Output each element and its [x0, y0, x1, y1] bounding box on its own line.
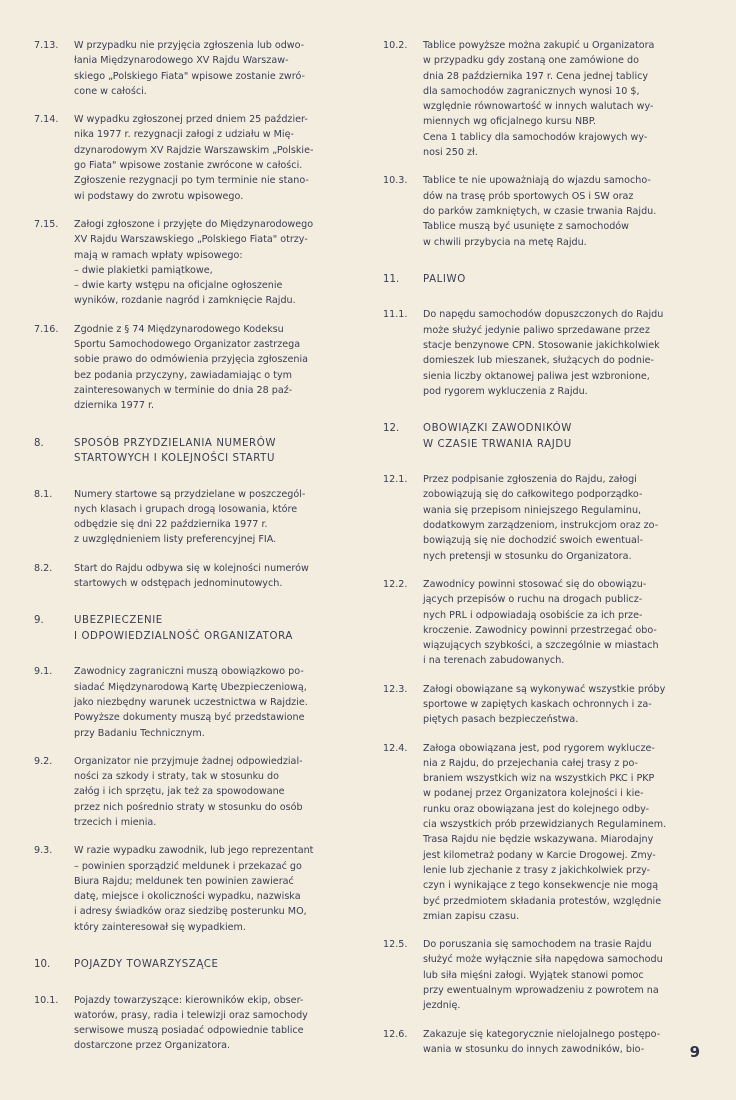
paragraph-item — [34, 993, 346, 1054]
paragraph-item — [383, 307, 699, 399]
section-title: UBEZPIECZENIE I ODPOWIEDZIALNOŚĆ ORGANIZATORA — [74, 615, 293, 642]
item-number: 12.3. — [383, 683, 408, 695]
item-text: Organizator nie przyjmuje żadnej odpowiedzial- ności za szkody i straty, tak w stosunku do załóg i ich sprzętu, jak też za spowodowane przez nich pośrednio straty w stosunku do osób trzecich i mienia. — [74, 755, 303, 828]
section-number: 12. — [383, 423, 400, 435]
item-number: 11.1. — [383, 309, 408, 321]
paragraph-item — [34, 843, 346, 935]
item-text: Do napędu samochodów dopuszczonych do Rajdu może służyć jedynie paliwo sprzedawane przez stacje benzynowe CPN. Stosowanie jakichkolwiek domieszek lub mieszanek, służących do podnie- sienia liczby oktanowej paliwa jest wzbronione, pod rygorem wykluczenia z Rajdu. — [423, 309, 664, 397]
section-number: 8. — [34, 437, 44, 449]
item-text: Pojazdy towarzyszące: kierowników ekip, obser- watorów, prasy, radia i telewizji oraz samochody serwisowe muszą posiadać odpowiednie tablice dostarczone przez Organizatora. — [74, 994, 308, 1052]
section-heading — [34, 957, 346, 973]
section-title: PALIWO — [423, 273, 466, 285]
item-number: 12.4. — [383, 742, 408, 754]
item-text: Tablice te nie upoważniają do wjazdu samocho- dów na trasę prób sportowych OS i SW oraz do parków zamkniętych, w czasie trwania Rajdu. Tablice muszą być usunięte z samochodów w chwili przybycia na metę Rajdu. — [423, 175, 657, 248]
section-title: POJAZDY TOWARZYSZĄCE — [74, 959, 219, 971]
item-text: W razie wypadku zawodnik, lub jego reprezentant – powinien sporządzić meldunek i przekazać go Biura Rajdu; meldunek ten powinien zawierać datę, miejsce i okoliczności wypadku, nazwiska i adresy świadków oraz siedzibę posterunku MO, który zainteresował się wypadkiem. — [74, 845, 314, 933]
section-number: 11. — [383, 273, 400, 285]
item-text: Do poruszania się samochodem na trasie Rajdu służyć może wyłącznie siła napędowa samochodu lub siła mięśni załogi. Wyjątek stanowi pomoc przy ewentualnym wprowadzeniu z powrotem na jezdnię. — [423, 939, 663, 1012]
item-text: Zakazuje się kategorycznie nielojalnego postępo- wania w stosunku do innych zawodników, bio- — [423, 1028, 661, 1055]
item-number: 10.3. — [383, 175, 408, 187]
paragraph-item — [34, 664, 346, 740]
section-number: 10. — [34, 959, 51, 971]
item-text: Zgodnie z § 74 Międzynarodowego Kodeksu Sportu Samochodowego Organizator zastrzega sobie prawo do odmówienia przyjęcia zgłoszenia bez podania przyczyny, zawiadamiając o tym zainteresowanych w terminie do dnia 28 paź- dziernika 1977 r. — [74, 323, 308, 412]
item-number: 7.13. — [34, 40, 59, 51]
paragraph-item — [34, 112, 346, 204]
paragraph-item — [383, 38, 699, 160]
item-number: 12.6. — [383, 1028, 408, 1040]
item-text: Numery startowe są przydzielane w poszczegól- nych klasach i grupach drogą losowania, które odbędzie się dni 22 października 1977 r. z uwzględnieniem listy preferencyjnej FIA. — [74, 488, 306, 546]
paragraph-item — [383, 173, 699, 249]
paragraph-item — [34, 561, 346, 592]
item-number: 9.1. — [34, 666, 53, 678]
item-number: 10.1. — [34, 994, 59, 1006]
paragraph-item — [383, 937, 699, 1013]
item-text: Zawodnicy powinni stosować się do obowiązu- jących przepisów o ruchu na drogach publicz- nych PRL i odpowiadają osobiście za ich prze- kroczenie. Zawodnicy powinni przestrzegać obo- wiązujących szybkości, a szczególnie w miastach i na terenach zabudowanych. — [423, 578, 659, 667]
paragraph-item — [34, 487, 346, 548]
section-heading — [383, 421, 699, 452]
item-number: 12.5. — [383, 939, 408, 951]
paragraph-item — [34, 322, 346, 414]
item-text: Załoga obowiązana jest, pod rygorem wyklucze- nia z Rajdu, do przejechania całej trasy z po- braniem wszystkich wiz na wszystkich PKC i PKP w podanej przez Organizatora kolejności i kie- runku oraz obowiązana jest do kolejnego odby- cia wszystkich prób przewidzianych Regulaminem. Trasa Rajdu nie będzie wskazywana. Miarodajny jest kilometraż podany w Karcie Drogowej. Zmy- lenie lub zjechanie z trasy z jakichkolwiek przy- czyn i wynikające z tego konsekwencje nie mogą być przedmiotem składania protestów, względnie zmian zapisu czasu. — [423, 742, 667, 922]
item-number: 12.2. — [383, 578, 408, 590]
section-heading — [34, 436, 346, 467]
section-title: SPOSÓB PRZYDZIELANIA NUMERÓW STARTOWYCH I KOLEJNOŚCI STARTU — [74, 437, 277, 465]
item-text: W przypadku nie przyjęcia zgłoszenia lub odwo- łania Międzynarodowego XV Rajdu Warszaw- skiego „Polskiego Fiata" wpisowe zostanie zwró- cone w całości. — [74, 40, 305, 97]
item-number: 7.16. — [34, 323, 59, 335]
item-text: Załogi zgłoszone i przyjęte do Międzynarodowego XV Rajdu Warszawskiego „Polskiego Fiata" otrzy- mają w ramach wpłaty wpisowego: – dwie plakietki pamiątkowe, – dwie karty wstępu na oficjalne ogłoszenie wyników, rozdanie nagród i zamknięcie Rajdu. — [74, 218, 314, 307]
item-number: 9.2. — [34, 755, 53, 767]
paragraph-item — [383, 682, 699, 728]
item-number: 12.1. — [383, 474, 408, 486]
item-text: Zawodnicy zagraniczni muszą obowiązkowo po- siadać Międzynarodową Kartę Ubezpieczeniową, jako niezbędny warunek uczestnictwa w Rajdzie. Powyższe dokumenty muszą być przedstawione przy Badaniu Technicznym. — [74, 666, 308, 739]
paragraph-item — [34, 38, 346, 99]
paragraph-item — [34, 217, 346, 309]
section-number: 9. — [34, 615, 44, 627]
paragraph-item — [383, 1027, 699, 1058]
right-column — [383, 38, 699, 1070]
item-text: Start do Rajdu odbywa się w kolejności numerów startowych w odstępach jednominutowych. — [74, 562, 309, 590]
paragraph-item — [383, 741, 699, 925]
item-number: 8.2. — [34, 562, 53, 574]
paragraph-item — [34, 754, 346, 830]
item-number: 8.1. — [34, 488, 53, 500]
item-number: 7.14. — [34, 114, 59, 126]
paragraph-item — [383, 577, 699, 669]
left-column — [34, 38, 346, 1067]
item-text: W wypadku zgłoszonej przed dniem 25 paździer- nika 1977 r. rezygnacji załogi z udziału w Mię- dzynarodowym XV Rajdzie Warszawskim „Polskie- go Fiata" wpisowe zostanie zwrócone w całości. Zgłoszenie rezygnacji po tym terminie nie stano- wi podstawy do zwrotu wpisowego. — [74, 114, 314, 202]
item-text: Tablice powyższe można zakupić u Organizatora w przypadku gdy zostaną one zamówione do dnia 28 października 197 r. Cena jednej tablicy dla samochodów zagranicznych wynosi 10 $, względnie równowartość w innych walutach wy- miennych wg oficjalnego kursu NBP. Cena 1 tablicy dla samochodów krajowych wy- nosi 250 zł. — [423, 40, 655, 159]
item-number: 9.3. — [34, 845, 53, 857]
section-heading — [383, 272, 699, 288]
paragraph-item — [383, 472, 699, 564]
item-number: 10.2. — [383, 40, 408, 51]
page-number: 9 — [689, 1043, 700, 1061]
section-title: OBOWIĄZKI ZAWODNIKÓW W CZASIE TRWANIA RAJDU — [423, 423, 572, 450]
item-text: Załogi obowiązane są wykonywać wszystkie próby sportowe w zapiętych kaskach ochronnych i za- piętych pasach bezpieczeństwa. — [423, 683, 666, 726]
item-text: Przez podpisanie zgłoszenia do Rajdu, załogi zobowiązują się do całkowitego podporządko- wania się przepisom niniejszego Regulaminu, dodatkowym zarządzeniom, instrukcjom oraz zo- bowiązują się nie dochodzić swoich ewentual- nych pretensji w stosunku do Organizatora. — [423, 474, 659, 562]
section-heading — [34, 613, 346, 644]
item-number: 7.15. — [34, 218, 59, 230]
